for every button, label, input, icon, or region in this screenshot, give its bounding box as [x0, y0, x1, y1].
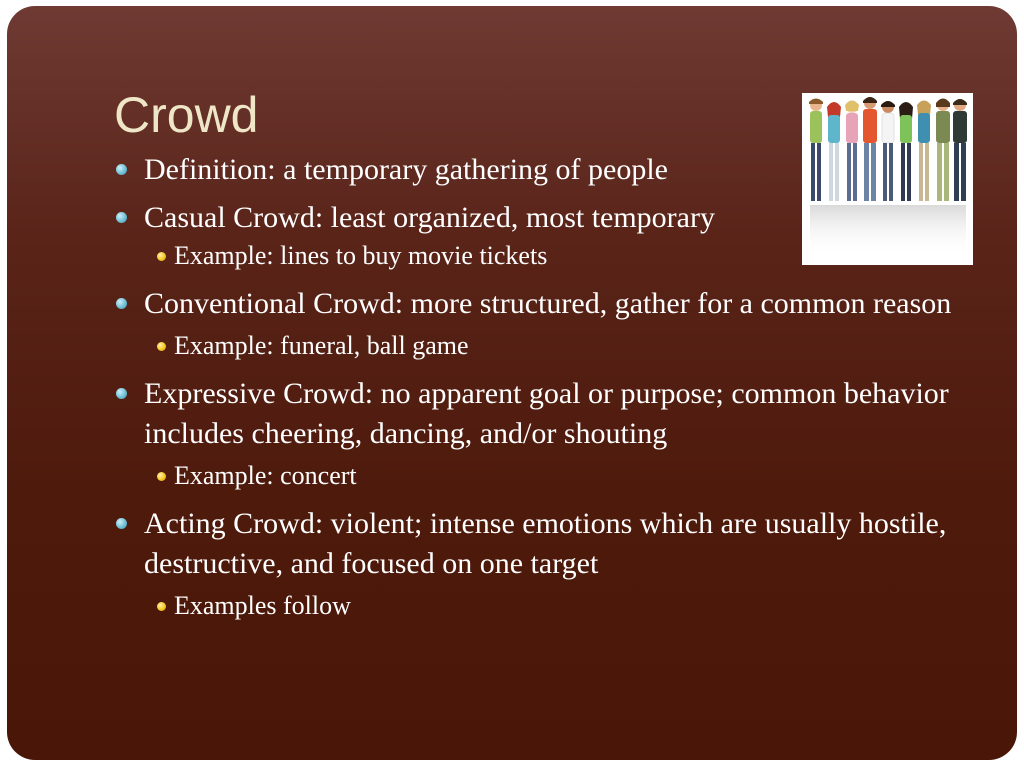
sub-bullet-text: Example: funeral, ball game [174, 331, 469, 360]
bullet-dot-icon [116, 298, 127, 309]
sub-bullet-dot-icon [157, 342, 166, 351]
sub-bullet-text: Examples follow [174, 591, 351, 620]
bullet-item [113, 284, 973, 324]
sub-bullet-text: Example: lines to buy movie tickets [174, 241, 548, 270]
bullet-dot-icon [116, 388, 127, 399]
bullet-text: Definition: a temporary gathering of people [144, 153, 668, 186]
bullet-dot-icon [116, 212, 127, 223]
sub-bullet-dot-icon [157, 252, 166, 261]
sub-bullet-item [113, 460, 973, 492]
sub-bullet-dot-icon [157, 602, 166, 611]
sub-bullet-item [113, 590, 973, 622]
slide [7, 6, 1017, 760]
sub-bullet-item [113, 330, 973, 362]
sub-bullet-dot-icon [157, 472, 166, 481]
sub-bullet-text: Example: concert [174, 461, 357, 490]
crowd-image [802, 93, 973, 265]
bullet-item [113, 374, 973, 454]
bullet-text: Casual Crowd: least organized, most temporary [144, 201, 715, 234]
bullet-text: Expressive Crowd: no apparent goal or purpose; common behavior includes cheering, dancing, and/or shouting [144, 377, 949, 450]
crowd-people-icon [802, 93, 973, 265]
bullet-dot-icon [116, 518, 127, 529]
bullet-text: Acting Crowd: violent; intense emotions which are usually hostile, destructive, and focused on one target [144, 507, 947, 580]
bullet-dot-icon [116, 164, 127, 175]
bullet-text: Conventional Crowd: more structured, gather for a common reason [144, 287, 952, 320]
slide-title: Crowd [114, 87, 259, 143]
bullet-item [113, 504, 973, 584]
